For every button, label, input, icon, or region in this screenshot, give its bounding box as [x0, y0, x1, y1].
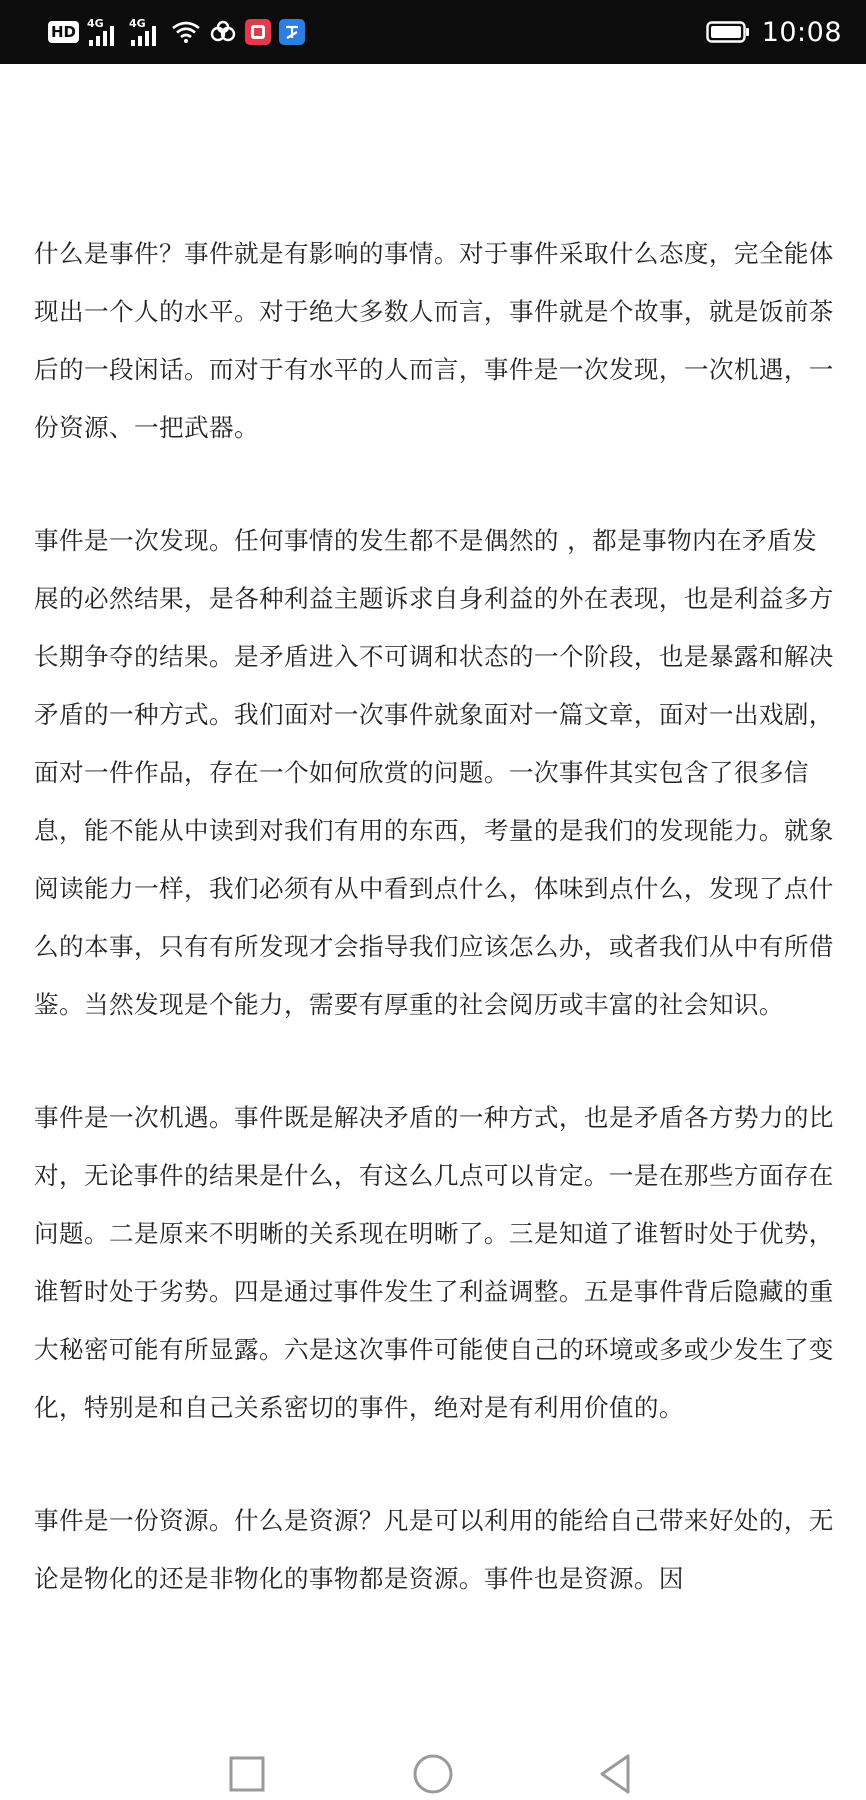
- square-icon: [227, 1754, 267, 1794]
- triangle-back-icon: [594, 1752, 638, 1796]
- clock-time: 10:08: [761, 16, 842, 48]
- status-bar-left: [48, 16, 305, 48]
- paragraph-intro: 什么是事件？事件就是有影响的事情。对于事件采取什么态度，完全能体现出一个人的水平。对于绝大多数人而言，事件就是个故事，就是饭前茶后的一段闲话。而对于有水平的人而言，事件是一次发现，一次机遇，一份资源、一把武器。: [34, 239, 834, 442]
- navigation-bar: [0, 1710, 866, 1800]
- red-app-icon: [245, 19, 271, 45]
- signal-4g-1: [87, 18, 121, 46]
- content-fade: [0, 1680, 866, 1710]
- paragraph-opportunity: 事件是一次机遇。事件既是解决矛盾的一种方式，也是矛盾各方势力的比对，无论事件的结果是什么，有这么几点可以肯定。一是在那些方面存在问题。二是原来不明晰的关系现在明晰了。三是知道了谁暂时处于优势，谁暂时处于劣势。四是通过事件发生了利益调整。五是事件背后隐藏的重大秘密可能有所显露。六是这次事件可能使自己的环境或多或少发生了变化，特别是和自己关系密切的事件，绝对是有利用价值的。: [34, 1103, 834, 1422]
- cloud-link-icon: [209, 20, 237, 44]
- circle-icon: [411, 1752, 455, 1796]
- network-type-label: 4G: [87, 17, 104, 30]
- paragraph-discovery: 事件是一次发现。任何事情的发生都不是偶然的 ，都是事物内在矛盾发展的必然结果，是各种利益主题诉求自身利益的外在表现，也是利益多方长期争夺的结果。是矛盾进入不可调和状态的一个阶段，也是暴露和解决矛盾的一种方式。我们面对一次事件就象面对一篇文章，面对一出戏剧，面对一件作品，存在一个如何欣赏的问题。一次事件其实包含了很多信息，能不能从中读到对我们有用的东西，考量的是我们的发现能力。就象阅读能力一样，我们必须有从中看到点什么，体味到点什么，发现了点什么的本事，只有有所发现才会指导我们应该怎么办，或者我们从中有所借鉴。当然发现是个能力，需要有厚重的社会阅历或丰富的社会知识。: [34, 526, 834, 1019]
- network-type-label: 4G: [129, 17, 146, 30]
- paragraph-resource: 事件是一份资源。什么是资源？凡是可以利用的能给自己带来好处的，无论是物化的还是非物化的事物都是资源。事件也是资源。因: [34, 1506, 834, 1593]
- signal-bars-icon: [87, 24, 121, 46]
- home-button[interactable]: [409, 1750, 457, 1798]
- recent-apps-button[interactable]: [223, 1750, 271, 1798]
- battery-icon: [706, 20, 750, 44]
- hd-badge: HD: [48, 21, 79, 43]
- back-button[interactable]: [592, 1750, 640, 1798]
- article-content: [34, 225, 834, 1705]
- wifi-icon: [171, 20, 201, 44]
- status-bar-right: [706, 14, 842, 50]
- status-bar: [0, 0, 866, 64]
- signal-4g-2: [129, 18, 163, 46]
- blue-app-icon: [279, 19, 305, 45]
- signal-bars-icon: [129, 24, 163, 46]
